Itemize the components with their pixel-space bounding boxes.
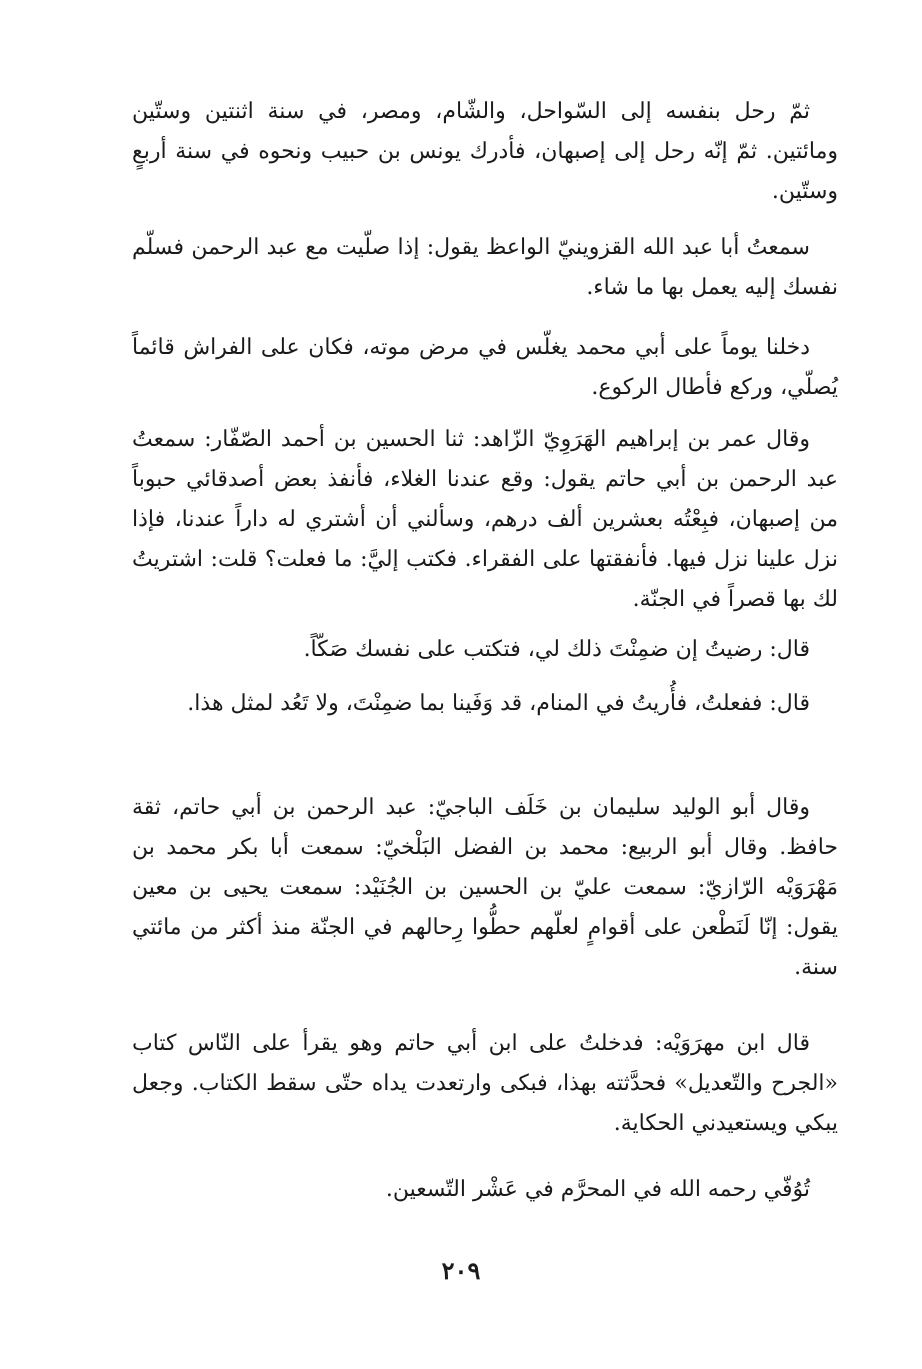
paragraph-block — [132, 420, 838, 620]
paragraph-death: تُوُفّي رحمه الله في المحرَّم في عَشْر التّسعين. — [385, 1177, 810, 1202]
paragraph-baji-chain: وقال أبو الوليد سليمان بن خَلَف الباجيّ: عبد الرحمن بن أبي حاتم، ثقة حافظ. وقال أبو الربيع: محمد بن الفضل البَلْخيّ: سمعت أبا بكر محمد بن مَهْرَوَيْه الرّازيّ: سمعت عليّ بن الحسين بن الجُنَيْد: سمعت يحيى بن معين يقول: إنّا لَنَطْعن على أقوامٍ لعلّهم حطُّوا رِحالهم في الجنّة منذ أكثر من مائتي سنة. — [132, 795, 838, 980]
page-number: ٢٠٩ — [441, 1256, 481, 1285]
paragraph-block — [132, 1170, 838, 1210]
paragraph-ibn-mahrawayh: قال ابن مهرَوَيْه: فدخلتُ على ابن أبي حاتم وهو يقرأ على النّاس كتاب «الجرح والتّعديل» فحدَّثته بهذا، فبكى وارتعدت يداه حتّى سقط الكتاب. وجعل يبكي ويستعيدني الحكاية. — [132, 1031, 838, 1136]
paragraph-qazwini-quote: سمعتُ أبا عبد الله القزوينيّ الواعظ يقول: إذا صلّيت مع عبد الرحمن فسلّم نفسك إليه يعمل بها ما شاء. — [132, 235, 838, 300]
paragraph-contract: قال: رضيتُ إن ضمِنْتَ ذلك لي، فتكتب على نفسك صَكّاً. — [303, 637, 810, 662]
paragraph-block — [132, 684, 838, 724]
paragraph-block — [132, 630, 838, 670]
paragraph-block — [132, 92, 838, 212]
paragraph-block — [132, 328, 838, 408]
paragraph-block — [132, 228, 838, 308]
paragraph-travels: ثمّ رحل بنفسه إلى السّواحل، والشّام، ومصر، في سنة اثنتين وستّين ومائتين. ثمّ إنّه رحل إلى إصبهان، فأدرك يونس بن حبيب ونحوه في سنة أربعٍ وستّين. — [132, 99, 838, 204]
paragraph-prayer: دخلنا يوماً على أبي محمد يغلّس في مرض موته، فكان على الفراش قائماً يُصلّي، وركع فأطال الركوع. — [132, 335, 838, 400]
paragraph-block — [132, 1024, 838, 1144]
paragraph-harawi-story: وقال عمر بن إبراهيم الهَرَوِيّ الزّاهد: ثنا الحسين بن أحمد الصّفّار: سمعتُ عبد الرحمن بن أبي حاتم يقول: وقع عندنا الغلاء، فأنفذ بعض أصدقائي حبوباً من إصبهان، فبِعْتُه بعشرين ألف درهم، وسألني أن أشتري له داراً عندنا، فإذا نزل علينا نزل فيها. فأنفقتها على الفقراء. فكتب إليَّ: ما فعلت؟ قلت: اشتريتُ لك بها قصراً في الجنّة. — [132, 427, 838, 612]
paragraph-dream: قال: ففعلتُ، فأُريتُ في المنام، قد وَفَينا بما ضمِنْتَ، ولا تَعُد لمثل هذا. — [187, 691, 810, 716]
paragraph-block — [132, 788, 838, 988]
